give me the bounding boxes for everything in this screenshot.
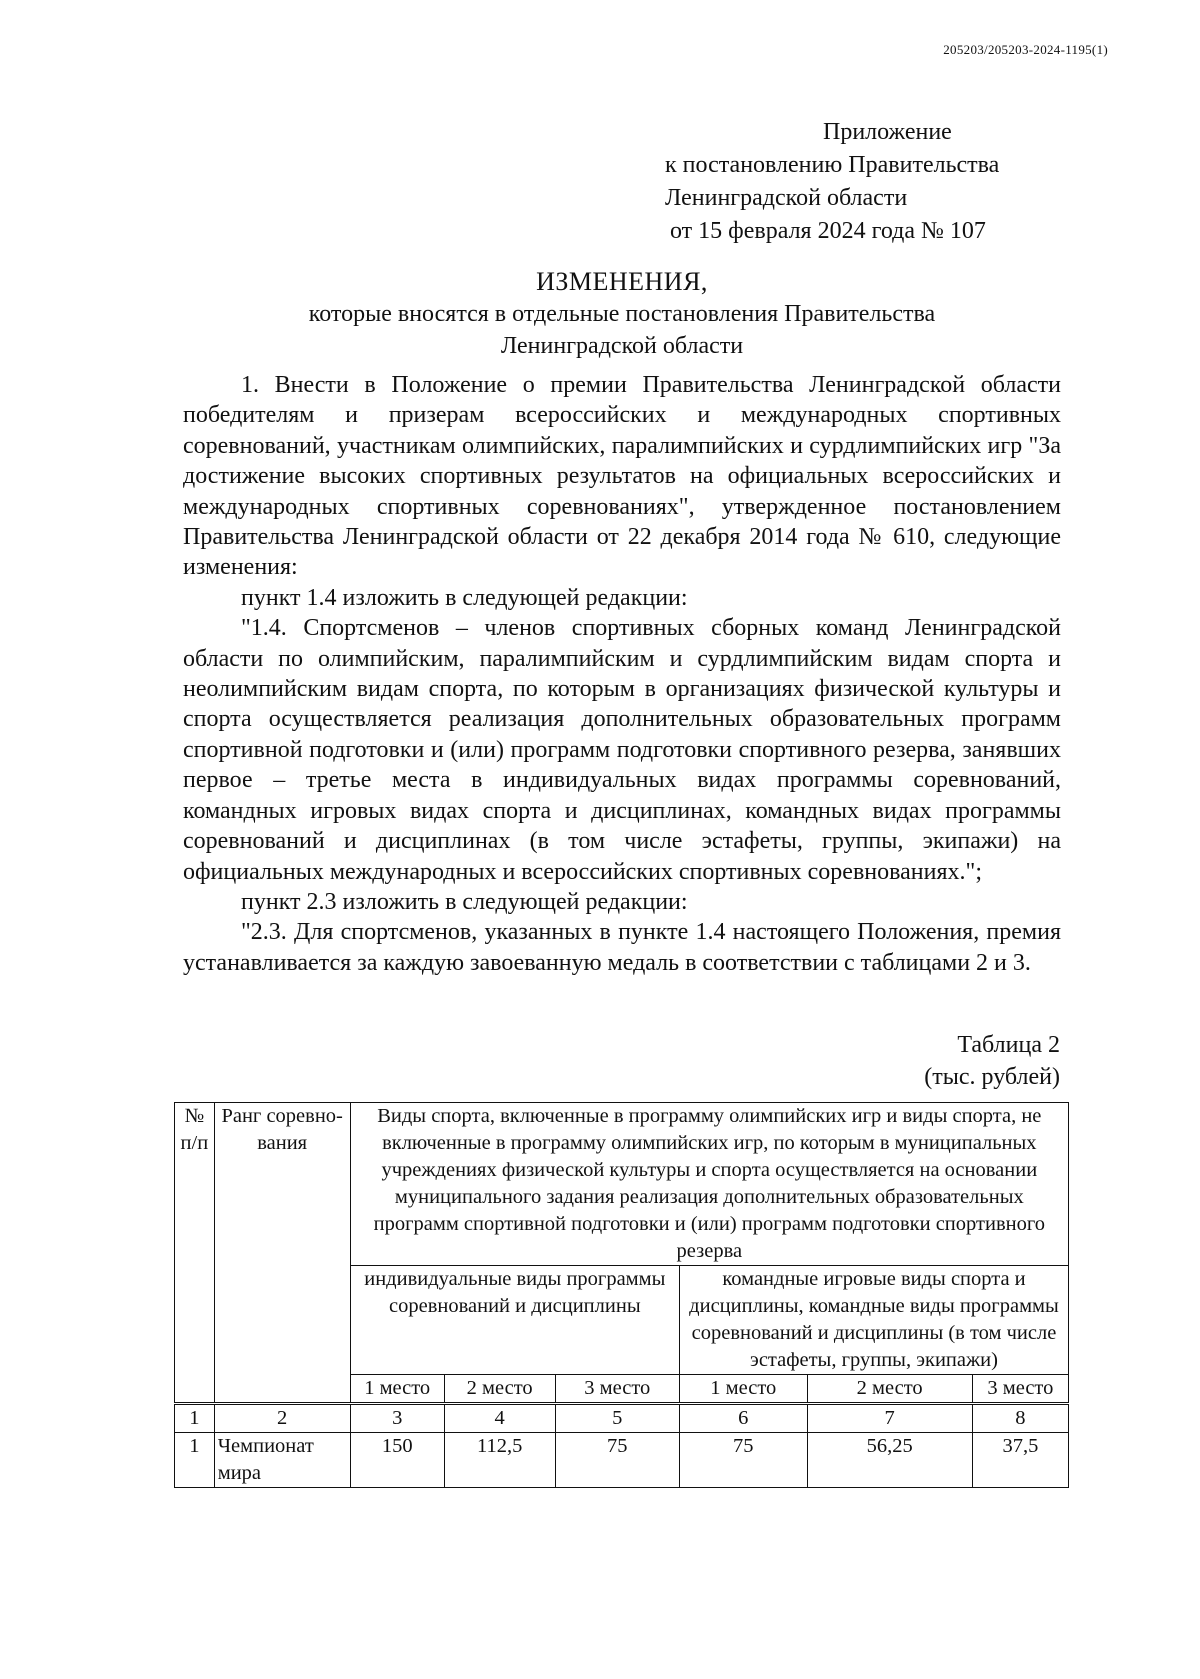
appendix-line-1: Приложение <box>823 119 952 145</box>
header-number: № п/п <box>175 1103 215 1404</box>
title-sub-1: которые вносятся в отдельные постановления Правительства <box>308 301 936 327</box>
header-rank: Ранг соревно-вания <box>214 1103 350 1404</box>
table-caption-units: (тыс. рублей) <box>924 1064 1060 1090</box>
header-place: 2 место <box>444 1375 555 1404</box>
column-number: 7 <box>807 1404 972 1433</box>
paragraph-3: "1.4. Спортсменов – членов спортивных сборных команд Ленинградской области по олимпийским, паралимпийским и сурдлимпийским видам спорта и неолимпийским видам спорта, по которым в организациях физической культуры и спорта осуществляется реализация дополнительных образовательных программ спортивной подготовки и (или) программ подготовки спортивного резерва, занявших первое – третье места в индивидуальных видах программы соревнований, командных игровых видах спорта и дисциплинах, командных видах программы соревнований и дисциплинах (в том числе эстафеты, группы, экипажи) на официальных международных и всероссийских спортивных соревнованиях."; <box>183 615 1061 885</box>
paragraph-1: 1. Внести в Положение о премии Правительства Ленинградской области победителям и призерам всероссийских и международных спортивных соревнований, участникам олимпийских, паралимпийских и сурдлимпийских игр "За достижение высоких спортивных результатов на официальных всероссийских и международных спортивных соревнованиях", утвержденное постановлением Правительства Ленинградской области от 22 декабря 2014 года № 610, следующие изменения: <box>183 372 1061 581</box>
appendix-line-4: от 15 февраля 2024 года № 107 <box>670 218 986 244</box>
awards-table <box>174 1102 1069 1488</box>
header-place: 3 место <box>972 1375 1068 1404</box>
document-id: 205203/205203-2024-1195(1) <box>943 42 1108 57</box>
row-rank: Чемпионат мира <box>214 1433 350 1488</box>
column-number: 8 <box>972 1404 1068 1433</box>
header-place: 1 место <box>350 1375 444 1404</box>
column-number: 2 <box>214 1404 350 1433</box>
header-team: командные игровые виды спорта и дисциплины, командные виды программы соревнований и дисциплины (в том числе эстафеты, группы, экипажи) <box>679 1266 1068 1375</box>
paragraph-4: пункт 2.3 изложить в следующей редакции: <box>241 888 688 915</box>
row-value: 37,5 <box>972 1433 1068 1488</box>
paragraph-5: "2.3. Для спортсменов, указанных в пункте 1.4 настоящего Положения, премия устанавливается за каждую завоеванную медаль в соответствии с таблицами 2 и 3. <box>183 919 1061 976</box>
header-sport-group: Виды спорта, включенные в программу олимпийских игр и виды спорта, не включенные в программу олимпийских игр, по которым в муниципальных учреждениях физической культуры и спорта осуществляется на основании муниципального задания реализация дополнительных образовательных программ спортивной подготовки и (или) программ подготовки спортивного резерва <box>350 1103 1068 1266</box>
header-place: 3 место <box>555 1375 679 1404</box>
header-place: 2 место <box>807 1375 972 1404</box>
header-individual: индивидуальные виды программы соревнований и дисциплины <box>350 1266 679 1375</box>
appendix-header <box>665 116 999 248</box>
header-place: 1 место <box>679 1375 807 1404</box>
row-value: 150 <box>350 1433 444 1488</box>
row-value: 75 <box>555 1433 679 1488</box>
row-value: 75 <box>679 1433 807 1488</box>
column-number: 1 <box>175 1404 215 1433</box>
row-value: 112,5 <box>444 1433 555 1488</box>
title-main: ИЗМЕНЕНИЯ, <box>536 267 708 296</box>
column-number: 3 <box>350 1404 444 1433</box>
paragraph-2: пункт 1.4 изложить в следующей редакции: <box>241 584 688 611</box>
table-caption-title: Таблица 2 <box>957 1032 1060 1058</box>
appendix-line-2: к постановлению Правительства <box>665 152 1000 178</box>
appendix-line-3: Ленинградской области <box>665 185 908 211</box>
column-number: 6 <box>679 1404 807 1433</box>
column-number: 5 <box>555 1404 679 1433</box>
title-sub-2: Ленинградской области <box>500 333 744 359</box>
table-row <box>175 1433 1069 1488</box>
document-title <box>182 266 1062 362</box>
table-caption <box>924 1029 1060 1093</box>
body-text <box>183 370 1061 978</box>
row-value: 56,25 <box>807 1433 972 1488</box>
row-number: 1 <box>175 1433 215 1488</box>
column-number: 4 <box>444 1404 555 1433</box>
